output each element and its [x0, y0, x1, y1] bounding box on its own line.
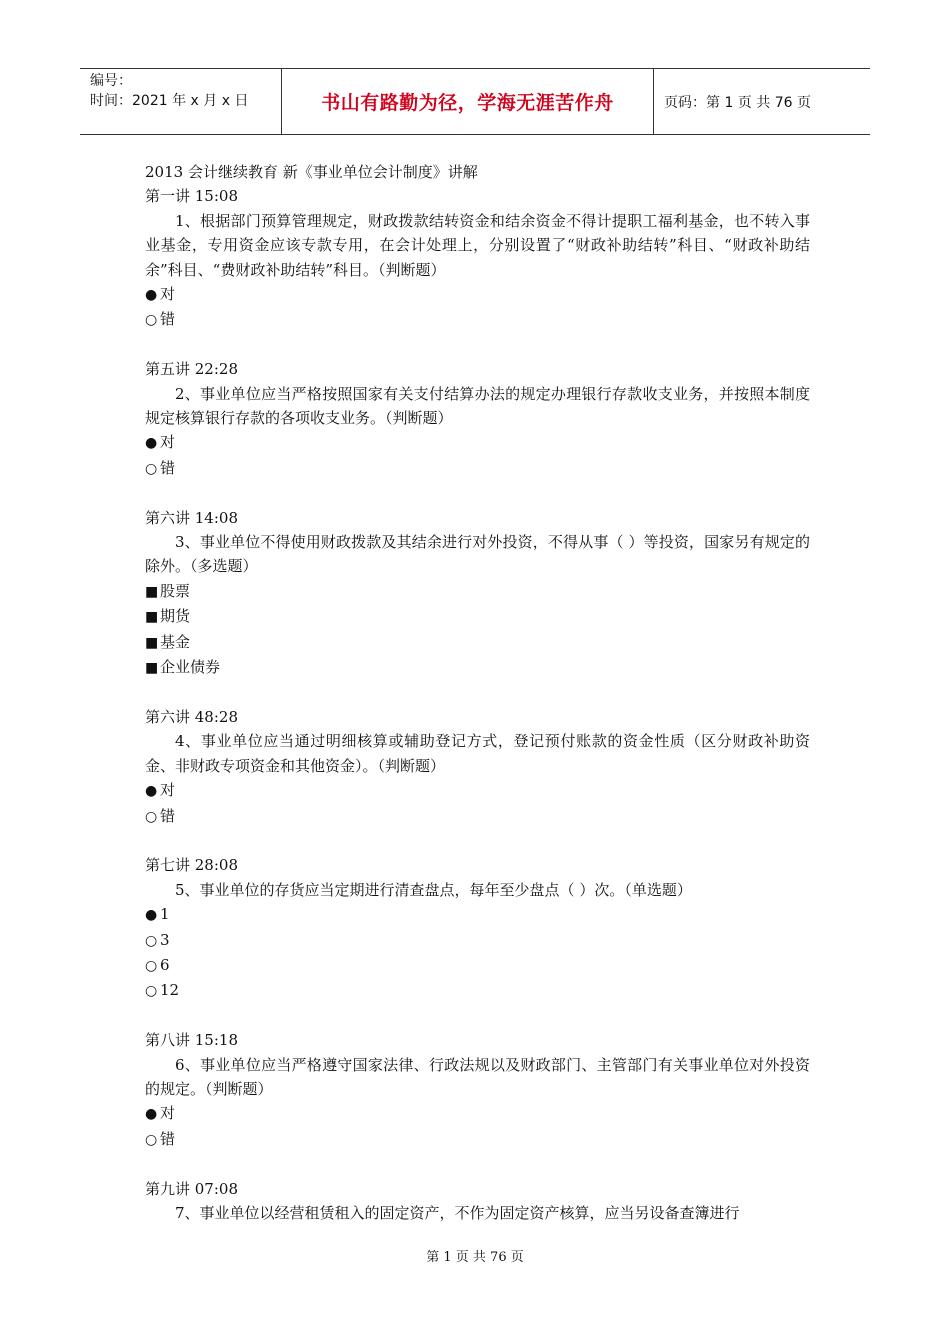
option-label: 错 — [160, 310, 176, 329]
header-motto: 书山有路勤为径，学海无涯苦作舟 — [321, 92, 614, 114]
radio-mark-icon: ○ — [145, 312, 158, 329]
answer-option — [145, 282, 810, 307]
option-label: 对 — [160, 1104, 176, 1123]
radio-mark-icon: ○ — [145, 460, 158, 477]
lecture-heading: 第一讲 15:08 — [145, 187, 238, 206]
option-label: 6 — [160, 955, 170, 974]
page-footer — [0, 1246, 950, 1265]
radio-mark-icon: ● — [145, 287, 158, 304]
section-spacer — [145, 481, 810, 505]
answer-option — [145, 456, 810, 481]
section-spacer — [145, 333, 810, 357]
option-label: 错 — [160, 1129, 176, 1148]
answer-option — [145, 928, 810, 953]
option-label: 对 — [160, 781, 176, 800]
checkbox-mark-icon: ■ — [145, 634, 159, 651]
section-spacer — [145, 681, 810, 705]
answer-option — [145, 1127, 810, 1152]
radio-mark-icon: ● — [145, 783, 158, 800]
question-text: 4、事业单位应当通过明细核算或辅助登记方式，登记预付账款的资金性质（区分财政补助资金、非财政专项资金和其他资金）。（判断题） — [145, 732, 810, 775]
radio-mark-icon: ○ — [145, 808, 158, 825]
page-code: 页码：第 1 页 共 76 页 — [664, 94, 811, 111]
radio-mark-icon: ○ — [145, 957, 158, 974]
option-label: 对 — [160, 433, 176, 452]
answer-option — [145, 778, 810, 803]
header-page-code — [654, 69, 870, 134]
option-label: 对 — [160, 285, 176, 304]
document-body — [145, 160, 810, 1225]
lecture-heading: 第九讲 07:08 — [145, 1179, 238, 1198]
answer-option — [145, 307, 810, 332]
option-label: 12 — [160, 981, 180, 1000]
answer-option — [145, 604, 810, 629]
option-label: 基金 — [160, 632, 191, 651]
header-meta — [80, 69, 281, 134]
number-label: 编号： — [90, 73, 132, 89]
question-text: 1、根据部门预算管理规定，财政拨款结转资金和结余资金不得计提职工福利基金，也不转入事业基金，专用资金应该专款专用，在会计处理上，分别设置了“财政补助结转”科目、“财政补助结余”科目、“费财政补助结转”科目。（判断题） — [145, 211, 810, 279]
radio-mark-icon: ○ — [145, 932, 158, 949]
option-label: 错 — [160, 458, 176, 477]
answer-option — [145, 655, 810, 680]
option-label: 1 — [160, 905, 170, 924]
section-spacer — [145, 829, 810, 853]
document-title: 2013 会计继续教育 新《事业单位会计制度》讲解 — [145, 163, 478, 181]
checkbox-mark-icon: ■ — [145, 660, 159, 677]
page-header — [80, 68, 870, 135]
lecture-heading: 第七讲 28:08 — [145, 856, 238, 875]
lecture-heading: 第五讲 22:28 — [145, 360, 238, 379]
answer-option — [145, 804, 810, 829]
option-label: 股票 — [160, 581, 191, 600]
answer-option — [145, 978, 810, 1003]
answer-option — [145, 902, 810, 927]
answer-option — [145, 953, 810, 978]
radio-mark-icon: ○ — [145, 983, 158, 1000]
footer-page-number: 第 1 页 共 76 页 — [426, 1250, 524, 1265]
lecture-heading: 第六讲 14:08 — [145, 508, 238, 527]
radio-mark-icon: ○ — [145, 1131, 158, 1148]
radio-mark-icon: ● — [145, 907, 158, 924]
answer-option — [145, 630, 810, 655]
option-label: 期货 — [160, 607, 191, 626]
checkbox-mark-icon: ■ — [145, 609, 159, 626]
question-text: 6、事业单位应当严格遵守国家法律、行政法规以及财政部门、主管部门有关事业单位对外投资的规定。（判断题） — [145, 1055, 810, 1098]
question-text: 7、事业单位以经营租赁租入的固定资产，不作为固定资产核算，应当另设备查簿进行 — [175, 1203, 740, 1222]
question-text: 2、事业单位应当严格按照国家有关支付结算办法的规定办理银行存款收支业务，并按照本制度规定核算银行存款的各项收支业务。（判断题） — [145, 384, 810, 428]
option-label: 错 — [160, 806, 176, 825]
time-label: 时间：2021 年 x 月 x 日 — [90, 93, 249, 109]
radio-mark-icon: ● — [145, 435, 158, 452]
question-text: 3、事业单位不得使用财政拨款及其结余进行对外投资，不得从事（ ）等投资，国家另有规定的除外。（多选题） — [145, 533, 810, 576]
answer-option — [145, 430, 810, 455]
section-spacer — [145, 1152, 810, 1176]
checkbox-mark-icon: ■ — [145, 583, 159, 600]
question-text: 5、事业单位的存货应当定期进行清查盘点，每年至少盘点（ ）次。（单选题） — [175, 880, 692, 899]
section-spacer — [145, 1004, 810, 1028]
answer-option — [145, 579, 810, 604]
lecture-heading: 第六讲 48:28 — [145, 707, 238, 726]
answer-option — [145, 1101, 810, 1126]
lecture-heading: 第八讲 15:18 — [145, 1031, 238, 1050]
radio-mark-icon: ● — [145, 1106, 158, 1123]
option-label: 企业债券 — [160, 658, 221, 677]
option-label: 3 — [160, 930, 170, 949]
header-motto-cell — [281, 69, 654, 134]
